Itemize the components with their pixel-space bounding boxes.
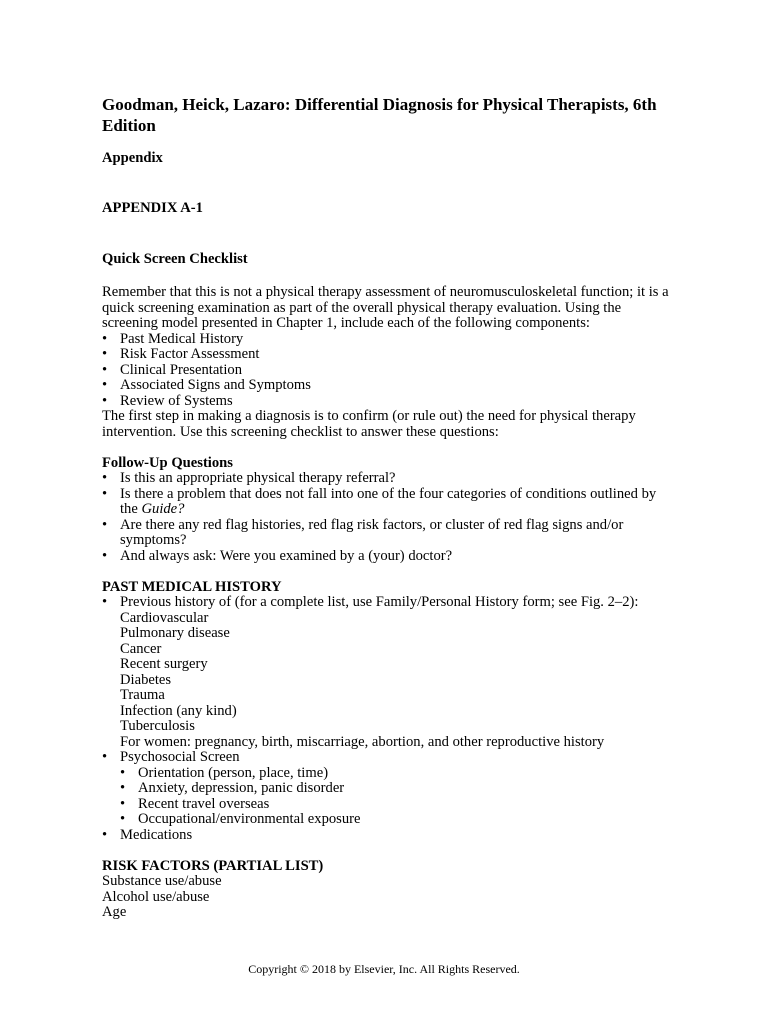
followup-list: [102, 471, 672, 564]
list-item: • Occupational/environmental exposure: [120, 811, 361, 827]
guide-italic: Guide?: [141, 501, 185, 517]
risk-factors-heading: RISK FACTORS (PARTIAL LIST): [102, 857, 324, 874]
list-item: • Risk Factor Assessment: [102, 346, 260, 362]
bullet-icon: •: [102, 594, 108, 610]
list-item: • Clinical Presentation: [102, 361, 242, 378]
intro-closing: The first step in making a diagnosis is to confirm (or rule out) the need for physical therapy intervention. Use this screening checklist to answer these questions:: [102, 408, 636, 440]
condition-item: For women: pregnancy, birth, miscarriage, abortion, and other reproductive history: [120, 733, 605, 750]
condition-item: Diabetes: [120, 671, 172, 688]
condition-item: Pulmonary disease: [120, 625, 230, 641]
bullet-icon: •: [102, 470, 108, 486]
intro-section: [102, 285, 672, 440]
condition-item: Infection (any kind): [120, 702, 237, 719]
list-item: • Past Medical History: [102, 330, 244, 347]
appendix-id: APPENDIX A-1: [102, 200, 203, 216]
condition-list: [120, 611, 672, 751]
condition-item: Trauma: [120, 687, 165, 703]
bullet-icon: •: [120, 811, 126, 827]
bullet-icon: •: [120, 780, 126, 796]
condition-item: Recent surgery: [120, 656, 208, 672]
risk-factor-item: Substance use/abuse: [102, 873, 222, 889]
condition-item: Cardiovascular: [120, 609, 209, 626]
appendix-heading: Appendix: [102, 150, 163, 166]
list-item: • Recent travel overseas: [120, 795, 270, 812]
followup-heading: Follow-Up Questions: [102, 454, 233, 471]
condition-item: Cancer: [120, 640, 162, 657]
list-item: • Anxiety, depression, panic disorder: [120, 780, 345, 796]
list-item: • Is this an appropriate physical therapy referral?: [102, 470, 396, 486]
component-list: [102, 332, 672, 410]
medications-list: [102, 828, 672, 844]
bullet-icon: •: [102, 485, 108, 502]
list-item: • Review of Systems: [102, 392, 233, 409]
bullet-icon: •: [102, 826, 108, 843]
past-medical-heading: PAST MEDICAL HISTORY: [102, 578, 282, 595]
psychosocial-list: [102, 766, 672, 828]
bullet-icon: •: [102, 377, 108, 393]
list-item: • Medications: [102, 826, 193, 843]
past-medical-list: [102, 595, 672, 766]
risk-factors-list: [102, 874, 672, 921]
list-item: • Psychosocial Screen: [102, 749, 240, 765]
bullet-icon: •: [102, 392, 108, 409]
bullet-icon: •: [102, 516, 108, 533]
intro-paragraph: Remember that this is not a physical therapy assessment of neuromusculoskeletal function; it is a quick screening examination as part of the overall physical therapy evaluation. Using the screening model presented in Chapter 1, include each of the following components:: [102, 284, 669, 331]
bullet-icon: •: [102, 547, 108, 564]
list-item: • Are there any red flag histories, red flag risk factors, or cluster of red flag signs and/or symptoms?: [102, 516, 624, 548]
copyright-footer: Copyright © 2018 by Elsevier, Inc. All Rights Reserved.: [248, 962, 520, 976]
bullet-icon: •: [102, 749, 108, 765]
checklist-title: Quick Screen Checklist: [102, 251, 248, 267]
list-item: • Previous history of (for a complete list, use Family/Personal History form; see Fig. 2–2): Cardiovascular Pulmonary disease Cancer Recent surgery Diabetes Trauma Infection (any kind) Tuberculosis For women: pregnancy, birth, miscarriage, abortion, and other reproductive history: [102, 595, 672, 750]
condition-item: Tuberculosis: [120, 718, 195, 734]
bullet-icon: •: [102, 346, 108, 362]
list-item: • Orientation (person, place, time): [120, 764, 329, 781]
list-item: • Is there a problem that does not fall into one of the four categories of conditions outlined by the Guide?: [102, 485, 657, 517]
bullet-icon: •: [102, 361, 108, 378]
bullet-icon: •: [120, 764, 126, 781]
bullet-icon: •: [102, 330, 108, 347]
document-page: [102, 94, 672, 921]
book-title: Goodman, Heick, Lazaro: Differential Diagnosis for Physical Therapists, 6th Edition: [102, 95, 657, 135]
risk-factor-item: Alcohol use/abuse: [102, 888, 210, 905]
bullet-icon: •: [120, 795, 126, 812]
risk-factor-item: Age: [102, 904, 127, 920]
list-item: • Associated Signs and Symptoms: [102, 377, 311, 393]
list-item: • And always ask: Were you examined by a (your) doctor?: [102, 547, 453, 564]
